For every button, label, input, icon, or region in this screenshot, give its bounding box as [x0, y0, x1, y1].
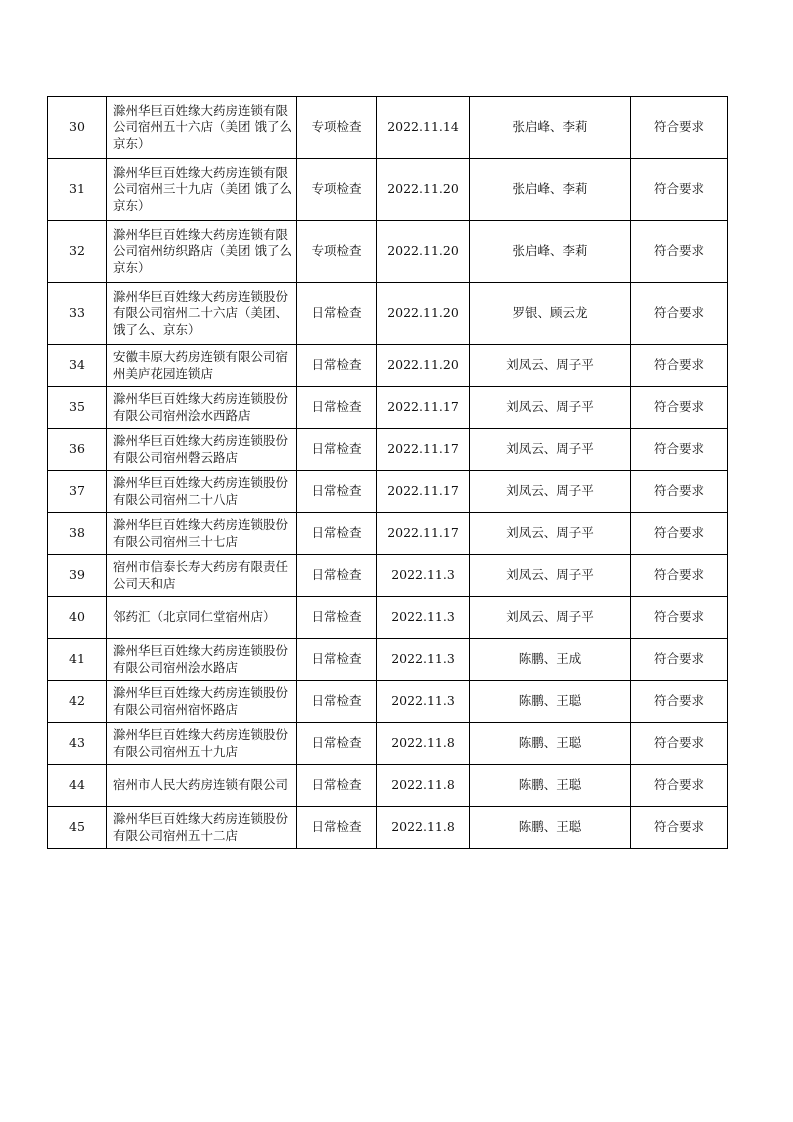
inspection-type: 日常检查	[297, 513, 377, 555]
store-name: 滁州华巨百姓缘大药房连锁有限公司宿州五十六店（美团 饿了么京东）	[107, 97, 297, 159]
inspection-date: 2022.11.8	[377, 807, 470, 849]
inspectors: 陈鹏、王聪	[470, 765, 631, 807]
store-name: 滁州华巨百姓缘大药房连锁股份有限公司宿州五十二店	[107, 807, 297, 849]
inspection-date: 2022.11.3	[377, 597, 470, 639]
inspection-result: 符合要求	[631, 597, 728, 639]
store-name: 滁州华巨百姓缘大药房连锁股份有限公司宿州浍水西路店	[107, 387, 297, 429]
table-row	[48, 97, 728, 159]
inspection-type: 日常检查	[297, 597, 377, 639]
inspection-type: 日常检查	[297, 807, 377, 849]
inspection-result: 符合要求	[631, 221, 728, 283]
inspection-type: 日常检查	[297, 639, 377, 681]
inspection-date: 2022.11.3	[377, 555, 470, 597]
table-row	[48, 429, 728, 471]
inspection-result: 符合要求	[631, 283, 728, 345]
store-name: 宿州市人民大药房连锁有限公司	[107, 765, 297, 807]
table-row	[48, 555, 728, 597]
row-number: 42	[48, 681, 107, 723]
row-number: 35	[48, 387, 107, 429]
inspectors: 张启峰、李莉	[470, 159, 631, 221]
row-number: 31	[48, 159, 107, 221]
inspection-date: 2022.11.3	[377, 681, 470, 723]
inspection-date: 2022.11.20	[377, 159, 470, 221]
table-row	[48, 597, 728, 639]
inspection-type: 日常检查	[297, 681, 377, 723]
inspection-result: 符合要求	[631, 97, 728, 159]
inspection-date: 2022.11.3	[377, 639, 470, 681]
row-number: 34	[48, 345, 107, 387]
store-name: 滁州华巨百姓缘大药房连锁股份有限公司宿州磬云路店	[107, 429, 297, 471]
inspection-type: 日常检查	[297, 555, 377, 597]
inspection-result: 符合要求	[631, 807, 728, 849]
inspectors: 罗银、顾云龙	[470, 283, 631, 345]
inspection-result: 符合要求	[631, 681, 728, 723]
inspection-date: 2022.11.8	[377, 765, 470, 807]
inspection-result: 符合要求	[631, 723, 728, 765]
inspectors: 张启峰、李莉	[470, 97, 631, 159]
inspection-type: 日常检查	[297, 471, 377, 513]
store-name: 安徽丰原大药房连锁有限公司宿州美庐花园连锁店	[107, 345, 297, 387]
table-row	[48, 723, 728, 765]
inspectors: 刘凤云、周子平	[470, 345, 631, 387]
table-row	[48, 513, 728, 555]
inspection-date: 2022.11.20	[377, 345, 470, 387]
inspectors: 刘凤云、周子平	[470, 555, 631, 597]
inspection-date: 2022.11.14	[377, 97, 470, 159]
row-number: 44	[48, 765, 107, 807]
row-number: 41	[48, 639, 107, 681]
inspectors: 刘凤云、周子平	[470, 387, 631, 429]
inspection-result: 符合要求	[631, 639, 728, 681]
inspection-result: 符合要求	[631, 555, 728, 597]
inspectors: 张启峰、李莉	[470, 221, 631, 283]
store-name: 滁州华巨百姓缘大药房连锁股份有限公司宿州二十六店（美团、饿了么、京东）	[107, 283, 297, 345]
inspection-result: 符合要求	[631, 159, 728, 221]
row-number: 37	[48, 471, 107, 513]
table-row	[48, 221, 728, 283]
table-row	[48, 345, 728, 387]
store-name: 滁州华巨百姓缘大药房连锁股份有限公司宿州宿怀路店	[107, 681, 297, 723]
row-number: 32	[48, 221, 107, 283]
table-row	[48, 639, 728, 681]
store-name: 滁州华巨百姓缘大药房连锁股份有限公司宿州五十九店	[107, 723, 297, 765]
inspection-type: 日常检查	[297, 765, 377, 807]
table-row	[48, 681, 728, 723]
inspection-date: 2022.11.17	[377, 471, 470, 513]
inspection-type: 日常检查	[297, 429, 377, 471]
table-row	[48, 283, 728, 345]
store-name: 滁州华巨百姓缘大药房连锁有限公司宿州三十九店（美团 饿了么京东）	[107, 159, 297, 221]
inspection-date: 2022.11.17	[377, 429, 470, 471]
row-number: 43	[48, 723, 107, 765]
store-name: 滁州华巨百姓缘大药房连锁股份有限公司宿州浍水路店	[107, 639, 297, 681]
table-row	[48, 471, 728, 513]
inspection-result: 符合要求	[631, 513, 728, 555]
inspection-date: 2022.11.20	[377, 283, 470, 345]
inspection-type: 专项检查	[297, 159, 377, 221]
table-row	[48, 807, 728, 849]
row-number: 40	[48, 597, 107, 639]
inspection-result: 符合要求	[631, 471, 728, 513]
table-row	[48, 159, 728, 221]
row-number: 39	[48, 555, 107, 597]
inspection-date: 2022.11.17	[377, 513, 470, 555]
row-number: 38	[48, 513, 107, 555]
table-row	[48, 765, 728, 807]
inspection-type: 专项检查	[297, 221, 377, 283]
inspection-type: 日常检查	[297, 283, 377, 345]
inspectors: 陈鹏、王成	[470, 639, 631, 681]
row-number: 33	[48, 283, 107, 345]
inspection-result: 符合要求	[631, 345, 728, 387]
store-name: 宿州市信泰长寿大药房有限责任公司天和店	[107, 555, 297, 597]
inspection-type: 日常检查	[297, 345, 377, 387]
inspection-type: 日常检查	[297, 387, 377, 429]
inspectors: 陈鹏、王聪	[470, 681, 631, 723]
inspection-type: 日常检查	[297, 723, 377, 765]
inspection-type: 专项检查	[297, 97, 377, 159]
inspection-result: 符合要求	[631, 765, 728, 807]
inspectors: 刘凤云、周子平	[470, 513, 631, 555]
row-number: 36	[48, 429, 107, 471]
row-number: 45	[48, 807, 107, 849]
inspectors: 陈鹏、王聪	[470, 807, 631, 849]
inspection-date: 2022.11.17	[377, 387, 470, 429]
table-row	[48, 387, 728, 429]
store-name: 滁州华巨百姓缘大药房连锁有限公司宿州纺织路店（美团 饿了么京东）	[107, 221, 297, 283]
inspection-result: 符合要求	[631, 387, 728, 429]
row-number: 30	[48, 97, 107, 159]
inspectors: 陈鹏、王聪	[470, 723, 631, 765]
inspection-date: 2022.11.20	[377, 221, 470, 283]
inspectors: 刘凤云、周子平	[470, 597, 631, 639]
inspection-result: 符合要求	[631, 429, 728, 471]
inspection-table	[47, 96, 728, 849]
inspectors: 刘凤云、周子平	[470, 471, 631, 513]
store-name: 滁州华巨百姓缘大药房连锁股份有限公司宿州二十八店	[107, 471, 297, 513]
inspection-date: 2022.11.8	[377, 723, 470, 765]
store-name: 邻药汇（北京同仁堂宿州店）	[107, 597, 297, 639]
inspectors: 刘凤云、周子平	[470, 429, 631, 471]
store-name: 滁州华巨百姓缘大药房连锁股份有限公司宿州三十七店	[107, 513, 297, 555]
